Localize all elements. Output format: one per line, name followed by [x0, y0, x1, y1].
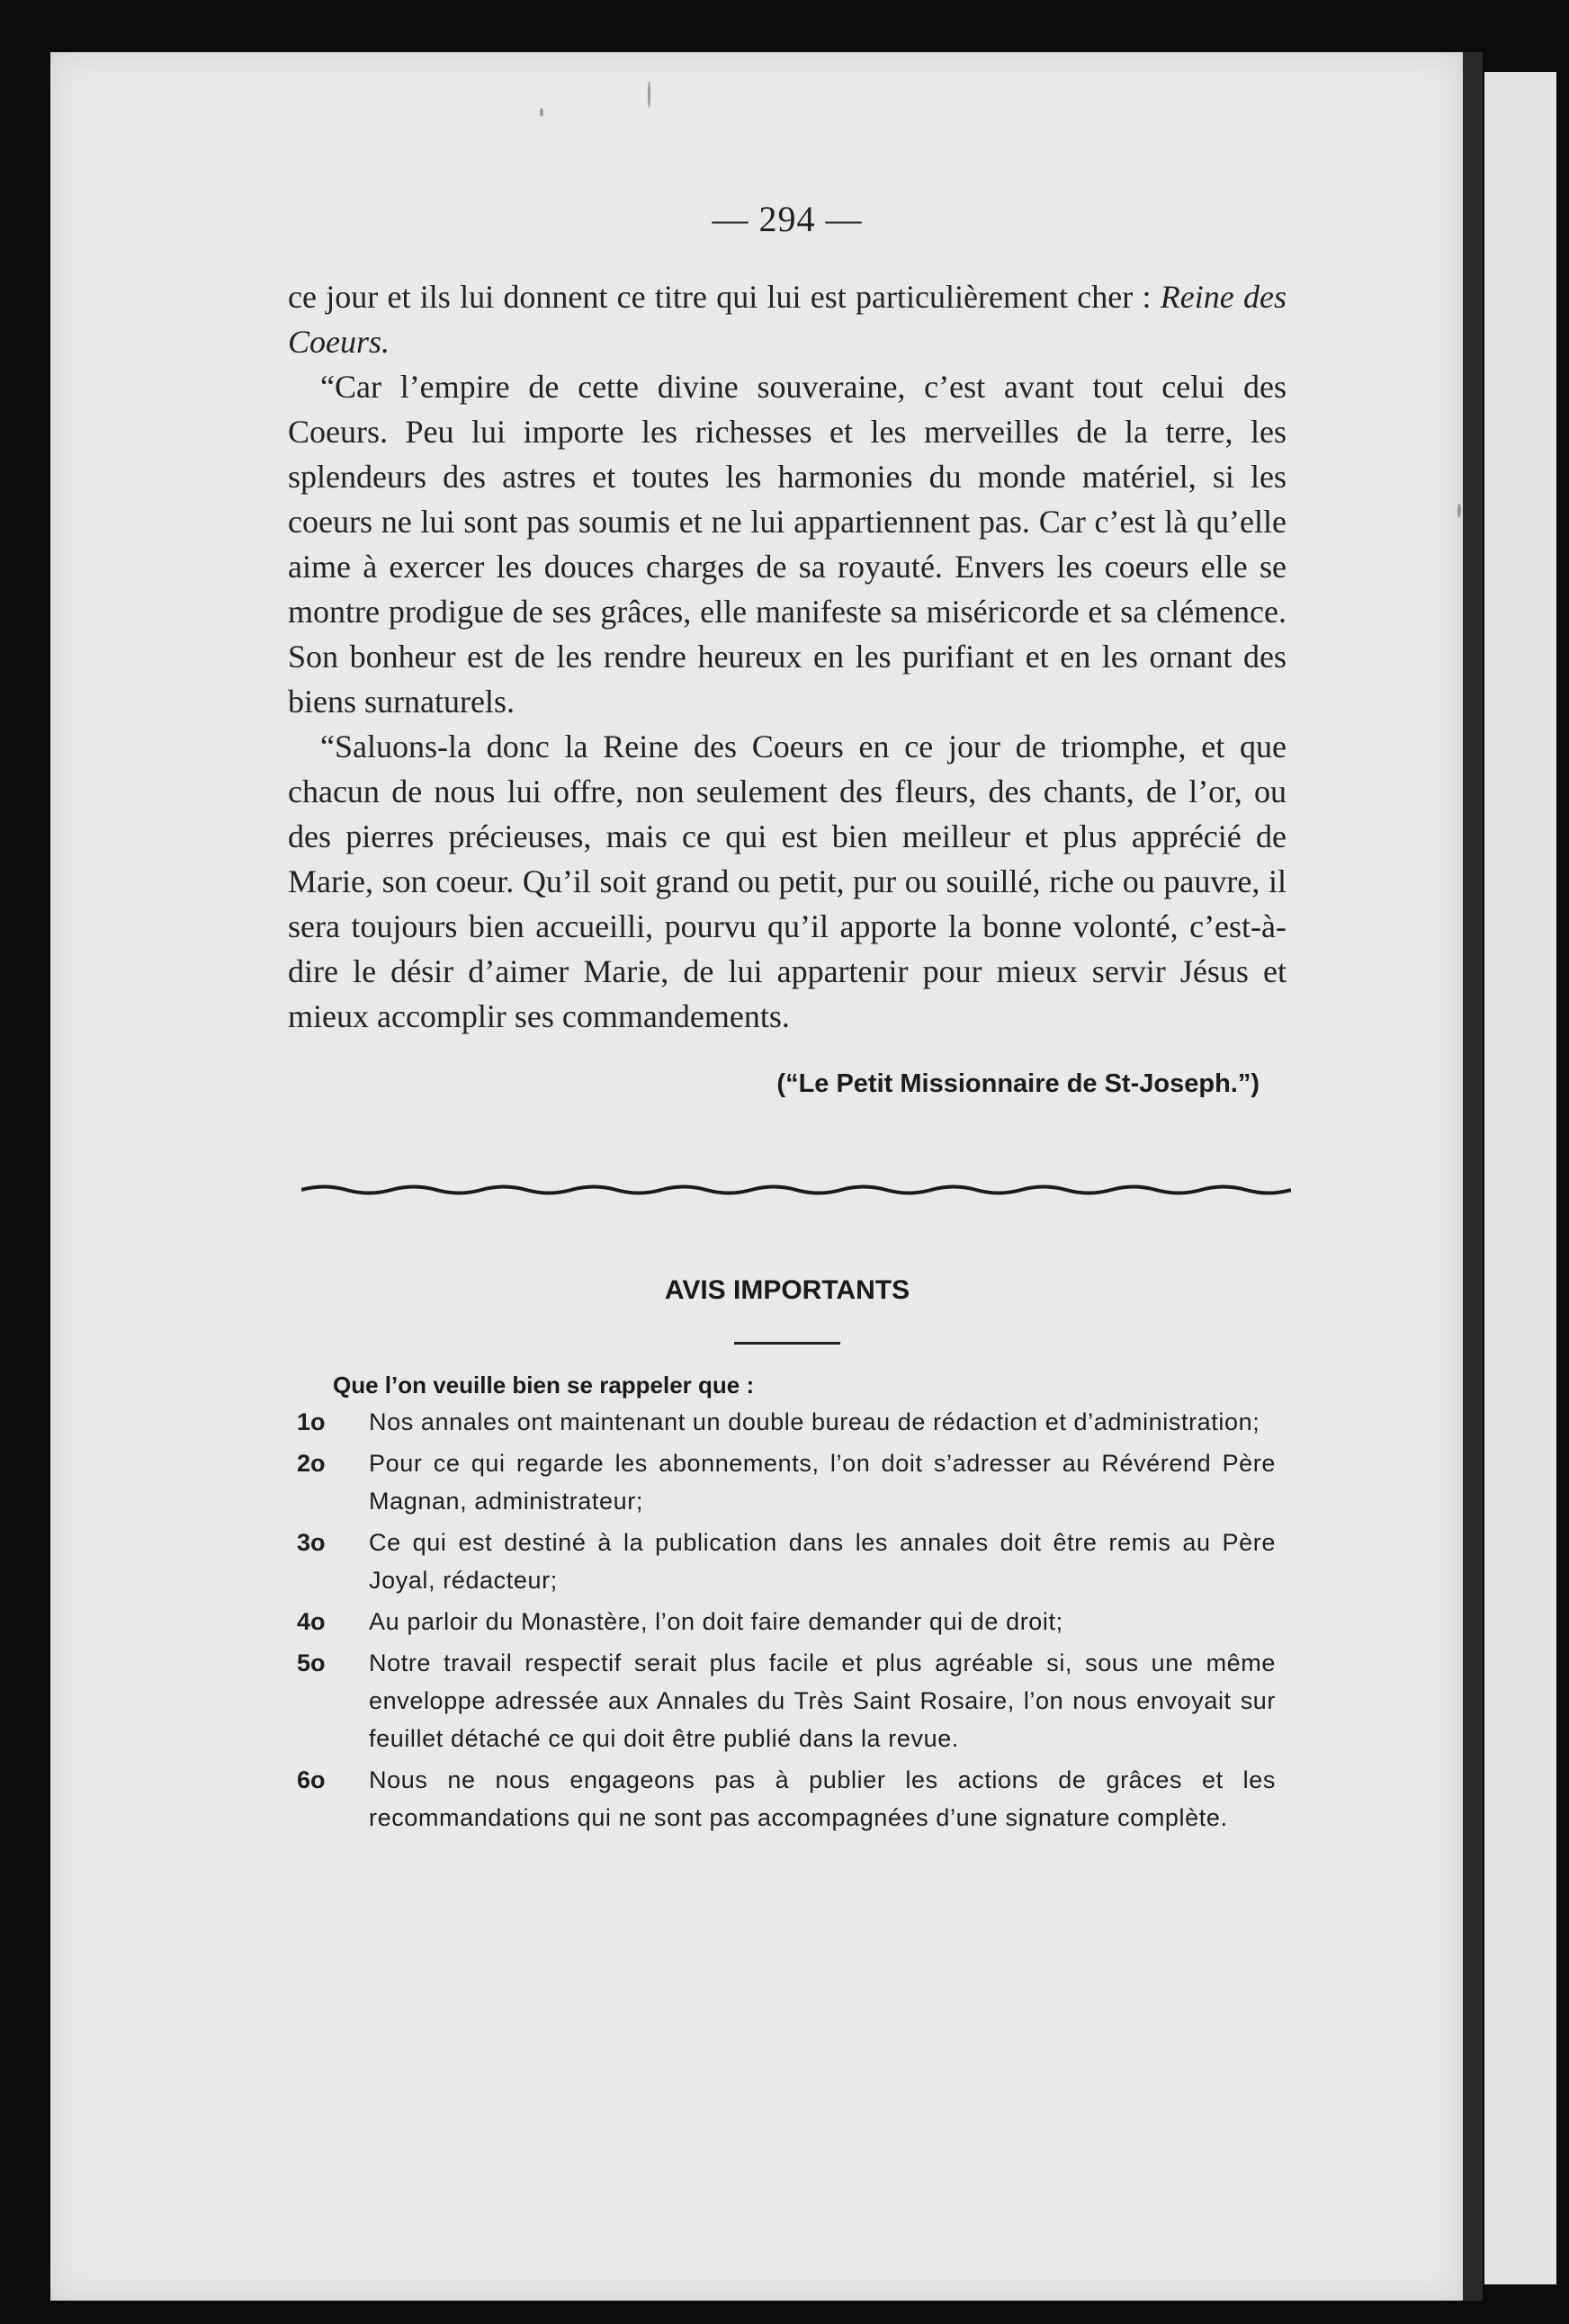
notice-item-text: Au parloir du Monastère, l’on doit faire demander qui de droit;	[369, 1608, 1063, 1635]
notice-item-number: 4o	[297, 1608, 326, 1635]
notice-intro: Que l’on veuille bien se rappeler que :	[333, 1372, 755, 1399]
notice-item	[288, 1603, 1287, 1640]
notice-item-number: 6o	[297, 1766, 326, 1793]
notice-item-number: 1o	[297, 1408, 326, 1435]
article-paragraph-2: “Car l’empire de cette divine souveraine, c’est avant tout celui des Coeurs. Peu lui importe les richesses et les merveilles de la terre, les splendeurs des astres et toutes les harmonies du monde matériel, si les coeurs ne lui sont pas soumis et ne lui appartiennent pas. Car c’est là qu’elle aime à exercer les douces charges de sa royauté. Envers les coeurs elle se montre prodigue de ses grâces, elle manifeste sa miséricorde et sa clémence. Son bonheur est de les rendre heureux en les purifiant et en les ornant des biens surnaturels.	[288, 369, 1287, 720]
notice-title: AVIS IMPORTANTS	[664, 1275, 910, 1305]
notice-title-rule	[734, 1342, 840, 1345]
notice-list	[288, 1403, 1287, 1837]
article-paragraph-1	[288, 274, 1287, 364]
notice-item-text: Nous ne nous engageons pas à publier les actions de grâces et les recommandations qui ne sont pas accompagnées d’une signature complète.	[369, 1766, 1276, 1831]
notice-item-text: Ce qui est destiné à la publication dans les annales doit être remis au Père Joyal, rédacteur;	[369, 1529, 1276, 1594]
notice-item-text: Nos annales ont maintenant un double bureau de rédaction et d’administration;	[369, 1408, 1260, 1435]
notice-item-number: 2o	[297, 1450, 326, 1477]
notice-item	[288, 1644, 1287, 1757]
page-number: — 294 —	[712, 199, 863, 239]
page-binding	[1463, 52, 1483, 2301]
article-paragraph-3: “Saluons-la donc la Reine des Coeurs en ce jour de triomphe, et que chacun de nous lui offre, non seulement des fleurs, des chants, de l’or, ou des pierres précieuses, mais ce qui est bien meilleur et plus apprécié de Marie, son coeur. Qu’il soit grand ou petit, pur ou souillé, riche ou pauvre, il sera toujours bien accueilli, pourvu qu’il apporte la bonne volonté, c’est-à-dire le désir d’aimer Marie, de lui appartenir pour mieux servir Jésus et mieux accomplir ses commandements.	[288, 728, 1287, 1034]
adjacent-page-edge	[1484, 72, 1556, 2284]
notice-item	[288, 1761, 1287, 1837]
page-content	[288, 180, 1287, 1840]
scan-speck	[648, 81, 650, 108]
article-citation: (“Le Petit Missionnaire de St-Joseph.”)	[776, 1069, 1260, 1098]
notice-item-text: Pour ce qui regarde les abonnements, l’on doit s’adresser au Révérend Père Magnan, administrateur;	[369, 1450, 1276, 1515]
scan-speck	[540, 108, 543, 117]
notice-item-number: 5o	[297, 1649, 326, 1676]
scan-speck	[1457, 504, 1461, 518]
notice-item-number: 3o	[297, 1529, 326, 1556]
notice-item	[288, 1403, 1287, 1441]
notice-item	[288, 1444, 1287, 1520]
notice-item	[288, 1524, 1287, 1599]
notice-item-text: Notre travail respectif serait plus facile et plus agréable si, sous une même enveloppe adressée aux Annales du Très Saint Rosaire, l’on nous envoyait sur feuillet détaché ce qui doit être publié dans la revue.	[369, 1649, 1276, 1752]
article-paragraph-1-text: ce jour et ils lui donnent ce titre qui lui est particulièrement cher :	[288, 279, 1161, 315]
wavy-divider	[301, 1180, 1291, 1200]
reine-des-coeurs-italic: Reine des Coeurs.	[288, 279, 1287, 360]
